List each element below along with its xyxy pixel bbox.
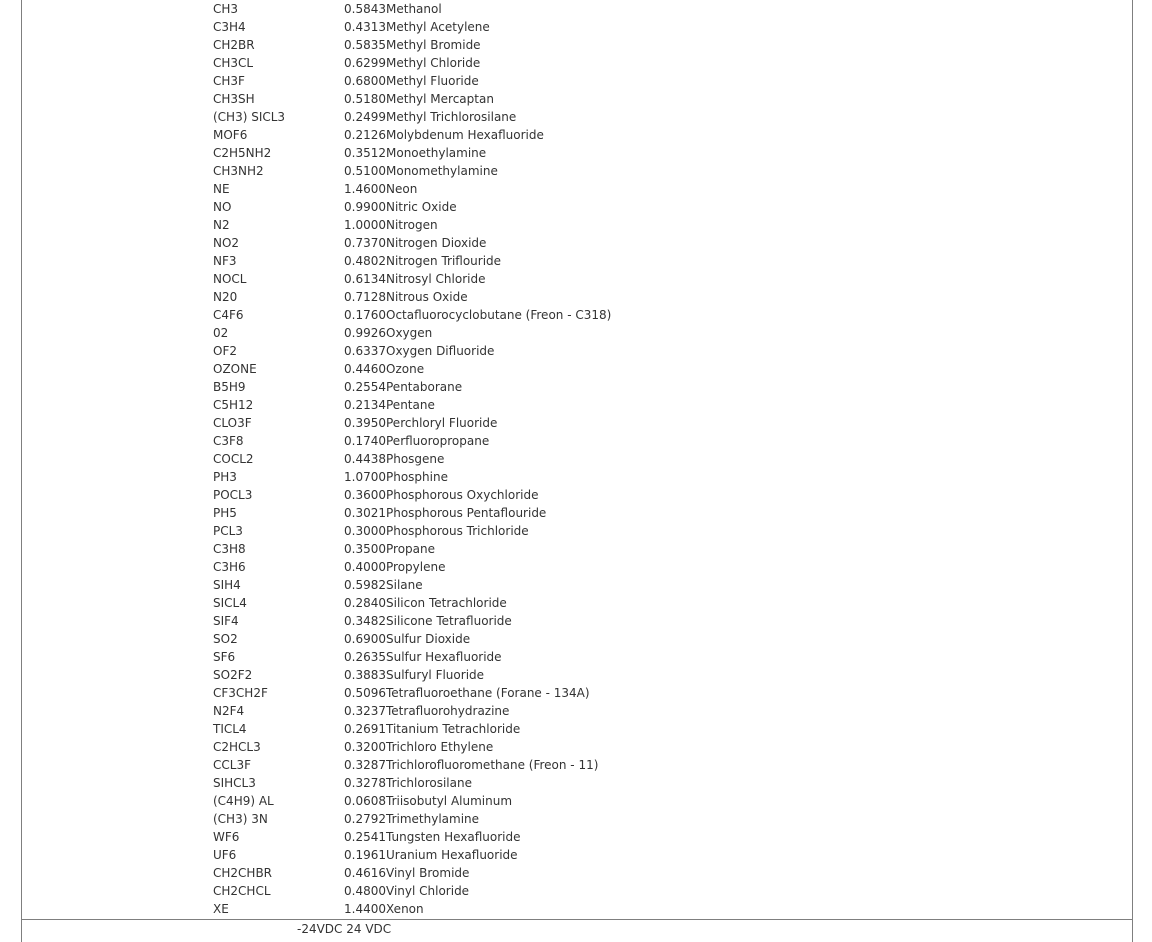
gas-formula: SICL4 [213,596,247,610]
voltage-label: -24VDC 24 VDC [297,922,392,936]
gas-factor: 0.3512 [344,146,386,160]
gas-name: Silane [386,578,423,592]
gas-factor: 0.1760 [344,308,386,322]
gas-factor: 0.1740 [344,434,386,448]
gas-formula: N20 [213,290,238,304]
gas-name: Methyl Fluoride [386,74,479,88]
gas-name: Octafluorocyclobutane (Freon - C318) [386,308,612,322]
gas-formula: C2H5NH2 [213,146,272,160]
gas-factor: 0.5100 [344,164,386,178]
gas-formula: NF3 [213,254,237,268]
gas-formula: CH2CHCL [213,884,271,898]
gas-formula: OZONE [213,362,257,376]
gas-factor: 0.2792 [344,812,386,826]
gas-formula: SIF4 [213,614,239,628]
gas-formula: CH2CHBR [213,866,273,880]
gas-formula: CCL3F [213,758,251,772]
gas-formula: OF2 [213,344,237,358]
gas-factor: 0.7128 [344,290,386,304]
gas-name: Phosphorous Trichloride [386,524,529,538]
gas-formula: TICL4 [213,722,247,736]
gas-name: Nitrogen Triflouride [386,254,502,268]
gas-factor: 0.6299 [344,56,386,70]
gas-factor: 0.5982 [344,578,386,592]
gas-formula: MOF6 [213,128,248,142]
gas-name: Propane [386,542,435,556]
page-frame [21,0,1133,942]
gas-factor: 1.4400 [344,902,386,916]
gas-factor: 0.4313 [344,20,386,34]
gas-formula: PH3 [213,470,237,484]
gas-name: Nitrogen [386,218,438,232]
gas-name: Pentane [386,398,435,412]
gas-name: Perchloryl Fluoride [386,416,498,430]
gas-formula: (CH3) 3N [213,812,268,826]
gas-formula: UF6 [213,848,237,862]
gas-formula: CLO3F [213,416,252,430]
gas-name: Molybdenum Hexafluoride [386,128,544,142]
gas-name: Methyl Bromide [386,38,481,52]
gas-formula: SO2 [213,632,238,646]
gas-name: Oxygen [386,326,433,340]
gas-factor: 0.1961 [344,848,386,862]
gas-name: Uranium Hexafluoride [386,848,518,862]
gas-formula: SF6 [213,650,236,664]
gas-name: Methyl Chloride [386,56,481,70]
gas-formula: NO2 [213,236,240,250]
gas-factor: 0.4460 [344,362,386,376]
gas-factor: 0.3021 [344,506,386,520]
gas-factor: 0.3482 [344,614,386,628]
gas-name: Monomethylamine [386,164,498,178]
gas-formula: CH3CL [213,56,254,70]
gas-name: Sulfur Hexafluoride [386,650,502,664]
gas-formula: NE [213,182,230,196]
gas-name: Pentaborane [386,380,463,394]
gas-factor: 0.5096 [344,686,386,700]
gas-name: Phosphorous Pentaflouride [386,506,547,520]
gas-factor: 0.2635 [344,650,386,664]
gas-name: Silicone Tetrafluoride [386,614,512,628]
gas-formula: CH3F [213,74,245,88]
gas-formula: CH2BR [213,38,255,52]
gas-name: Sulfur Dioxide [386,632,471,646]
gas-factor: 0.2499 [344,110,386,124]
gas-factor: 0.7370 [344,236,386,250]
gas-formula: CH3NH2 [213,164,264,178]
gas-formula: (CH3) SICL3 [213,110,286,124]
gas-name: Ozone [386,362,425,376]
gas-factor: 0.2134 [344,398,386,412]
gas-formula: C3H8 [213,542,246,556]
section-divider [21,919,1133,920]
gas-name: Trichlorosilane [386,776,472,790]
gas-name: Methyl Mercaptan [386,92,494,106]
gas-name: Tetrafluoroethane (Forane - 134A) [386,686,590,700]
gas-factor: 0.4802 [344,254,386,268]
gas-formula: (C4H9) AL [213,794,274,808]
gas-factor: 1.4600 [344,182,386,196]
gas-factor: 0.5843 [344,2,386,16]
gas-factor: 0.2840 [344,596,386,610]
gas-factor: 1.0000 [344,218,386,232]
gas-formula: C5H12 [213,398,254,412]
gas-formula: C3H6 [213,560,246,574]
gas-name: Methanol [386,2,442,16]
gas-formula: SO2F2 [213,668,253,682]
gas-name: Phosphorous Oxychloride [386,488,539,502]
gas-formula: WF6 [213,830,240,844]
gas-formula: C3H4 [213,20,246,34]
gas-name: Trichlorofluoromethane (Freon - 11) [386,758,599,772]
gas-name: Propylene [386,560,446,574]
gas-name: Phosphine [386,470,448,484]
gas-name: Xenon [386,902,424,916]
gas-factor: 0.6800 [344,74,386,88]
gas-name: Trichloro Ethylene [386,740,494,754]
gas-factor: 0.4438 [344,452,386,466]
gas-factor: 0.4800 [344,884,386,898]
gas-formula: SIHCL3 [213,776,256,790]
gas-factor: 0.3950 [344,416,386,430]
gas-formula: PH5 [213,506,237,520]
gas-formula: C3F8 [213,434,244,448]
gas-name: Silicon Tetrachloride [386,596,507,610]
gas-formula: N2 [213,218,230,232]
gas-formula: 02 [213,326,229,340]
gas-formula: B5H9 [213,380,246,394]
gas-name: Nitrosyl Chloride [386,272,486,286]
gas-name: Trimethylamine [386,812,480,826]
gas-formula: C2HCL3 [213,740,261,754]
gas-factor: 1.0700 [344,470,386,484]
gas-formula: C4F6 [213,308,244,322]
gas-name: Methyl Trichlorosilane [386,110,517,124]
gas-name: Titanium Tetrachloride [386,722,521,736]
gas-formula: NO [213,200,232,214]
gas-formula: COCL2 [213,452,254,466]
gas-name: Nitric Oxide [386,200,457,214]
gas-factor: 0.5180 [344,92,386,106]
gas-factor: 0.4000 [344,560,386,574]
gas-factor: 0.9900 [344,200,386,214]
gas-formula: CH3SH [213,92,255,106]
gas-formula: SIH4 [213,578,241,592]
gas-factor: 0.3500 [344,542,386,556]
gas-factor: 0.6134 [344,272,386,286]
gas-factor: 0.3883 [344,668,386,682]
gas-formula: N2F4 [213,704,245,718]
gas-factor: 0.3600 [344,488,386,502]
gas-formula: POCL3 [213,488,253,502]
gas-factor: 0.2541 [344,830,386,844]
gas-factor: 0.6900 [344,632,386,646]
gas-factor: 0.3000 [344,524,386,538]
gas-factor: 0.5835 [344,38,386,52]
gas-factor: 0.3278 [344,776,386,790]
gas-name: Tetrafluorohydrazine [386,704,510,718]
gas-name: Oxygen Difluoride [386,344,495,358]
gas-name: Neon [386,182,418,196]
gas-name: Sulfuryl Fluoride [386,668,485,682]
gas-factor: 0.2126 [344,128,386,142]
gas-name: Tungsten Hexafluoride [386,830,521,844]
gas-factor: 0.2691 [344,722,386,736]
gas-name: Nitrogen Dioxide [386,236,487,250]
gas-formula: PCL3 [213,524,243,538]
gas-name: Perfluoropropane [386,434,490,448]
gas-name: Phosgene [386,452,445,466]
gas-name: Vinyl Bromide [386,866,470,880]
gas-name: Vinyl Chloride [386,884,470,898]
gas-factor: 0.3237 [344,704,386,718]
gas-factor: 0.9926 [344,326,386,340]
gas-name: Monoethylamine [386,146,487,160]
gas-factor: 0.2554 [344,380,386,394]
gas-factor: 0.6337 [344,344,386,358]
gas-name: Triisobutyl Aluminum [386,794,513,808]
gas-factor: 0.4616 [344,866,386,880]
gas-formula: CF3CH2F [213,686,268,700]
gas-factor: 0.3200 [344,740,386,754]
gas-factor: 0.0608 [344,794,386,808]
gas-formula: CH3 [213,2,239,16]
gas-formula: XE [213,902,229,916]
gas-factor: 0.3287 [344,758,386,772]
gas-name: Methyl Acetylene [386,20,490,34]
gas-name: Nitrous Oxide [386,290,468,304]
gas-formula: NOCL [213,272,247,286]
